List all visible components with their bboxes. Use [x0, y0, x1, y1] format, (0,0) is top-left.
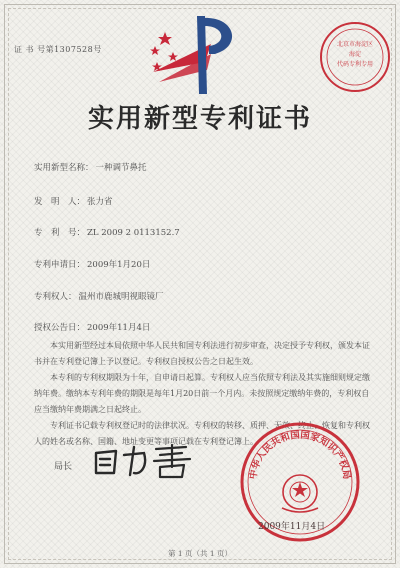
- paragraph-3: 专利证书记载专利权登记时的法律状况。专利权的转移、质押、无效、终止、恢复和专利权人的姓名或名称、国籍、地址变更等事项记载在专利登记簿上。: [34, 421, 370, 446]
- paragraph-1: 本实用新型经过本局依照中华人民共和国专利法进行初步审查，决定授予专利权，颁发本证书并在专利登记簿上予以登记。专利权自授权公告之日起生效。: [34, 341, 370, 366]
- stamp-line-4: 海淀: [348, 51, 362, 58]
- field-patentee: [34, 290, 164, 302]
- field-invention-name: [34, 161, 147, 173]
- paragraph-2: 本专利的专利权期限为十年，自申请日起算。专利权人应当依照专利法及其实施细则规定缴纳年费。缴纳本专利年费的期限是每年1月20日前一个月内。未按照规定缴纳年费的，专利权自应当缴纳年费期满之日起终止。: [34, 373, 370, 414]
- page-number: 第 1 页（共 1 页）: [167, 549, 233, 558]
- field-value: 2009年11月4日: [87, 323, 151, 333]
- agency-stamp-icon: [318, 20, 392, 94]
- field-label: 专利权人：: [34, 292, 77, 302]
- certificate-issue-date: 2009年11月4日: [258, 522, 326, 532]
- director-signature-icon: [90, 441, 200, 481]
- director-label: 局长: [54, 462, 73, 472]
- field-patent-number: [34, 226, 180, 238]
- certificate-number: 证 书 号第1307528号: [14, 45, 102, 54]
- seal-text: 中华人民共和国国家知识产权局: [247, 429, 353, 481]
- field-grant-date: [34, 321, 150, 333]
- certificate-title: 实用新型专利证书: [87, 104, 312, 134]
- sipo-logo-icon: [145, 10, 250, 100]
- field-label: 实用新型名称：: [34, 163, 94, 173]
- field-inventor: [34, 195, 113, 207]
- field-value: 温州市鹿城明视眼镜厂: [78, 292, 164, 302]
- field-application-date: [34, 258, 150, 270]
- field-label: 专 利 号：: [34, 228, 86, 238]
- field-label: 专利申请日：: [34, 260, 86, 270]
- field-label: 发 明 人：: [34, 197, 86, 207]
- field-value: 2009年1月20日: [87, 260, 151, 270]
- stamp-line-5: 代码专利专用: [336, 61, 374, 68]
- stamp-line-1: 北京市海淀区: [336, 41, 374, 48]
- field-value: 一种调节鼻托: [95, 163, 147, 173]
- field-value: ZL 2009 2 0113152.7: [87, 228, 180, 238]
- field-value: 张力省: [87, 197, 113, 207]
- field-label: 授权公告日：: [34, 323, 86, 333]
